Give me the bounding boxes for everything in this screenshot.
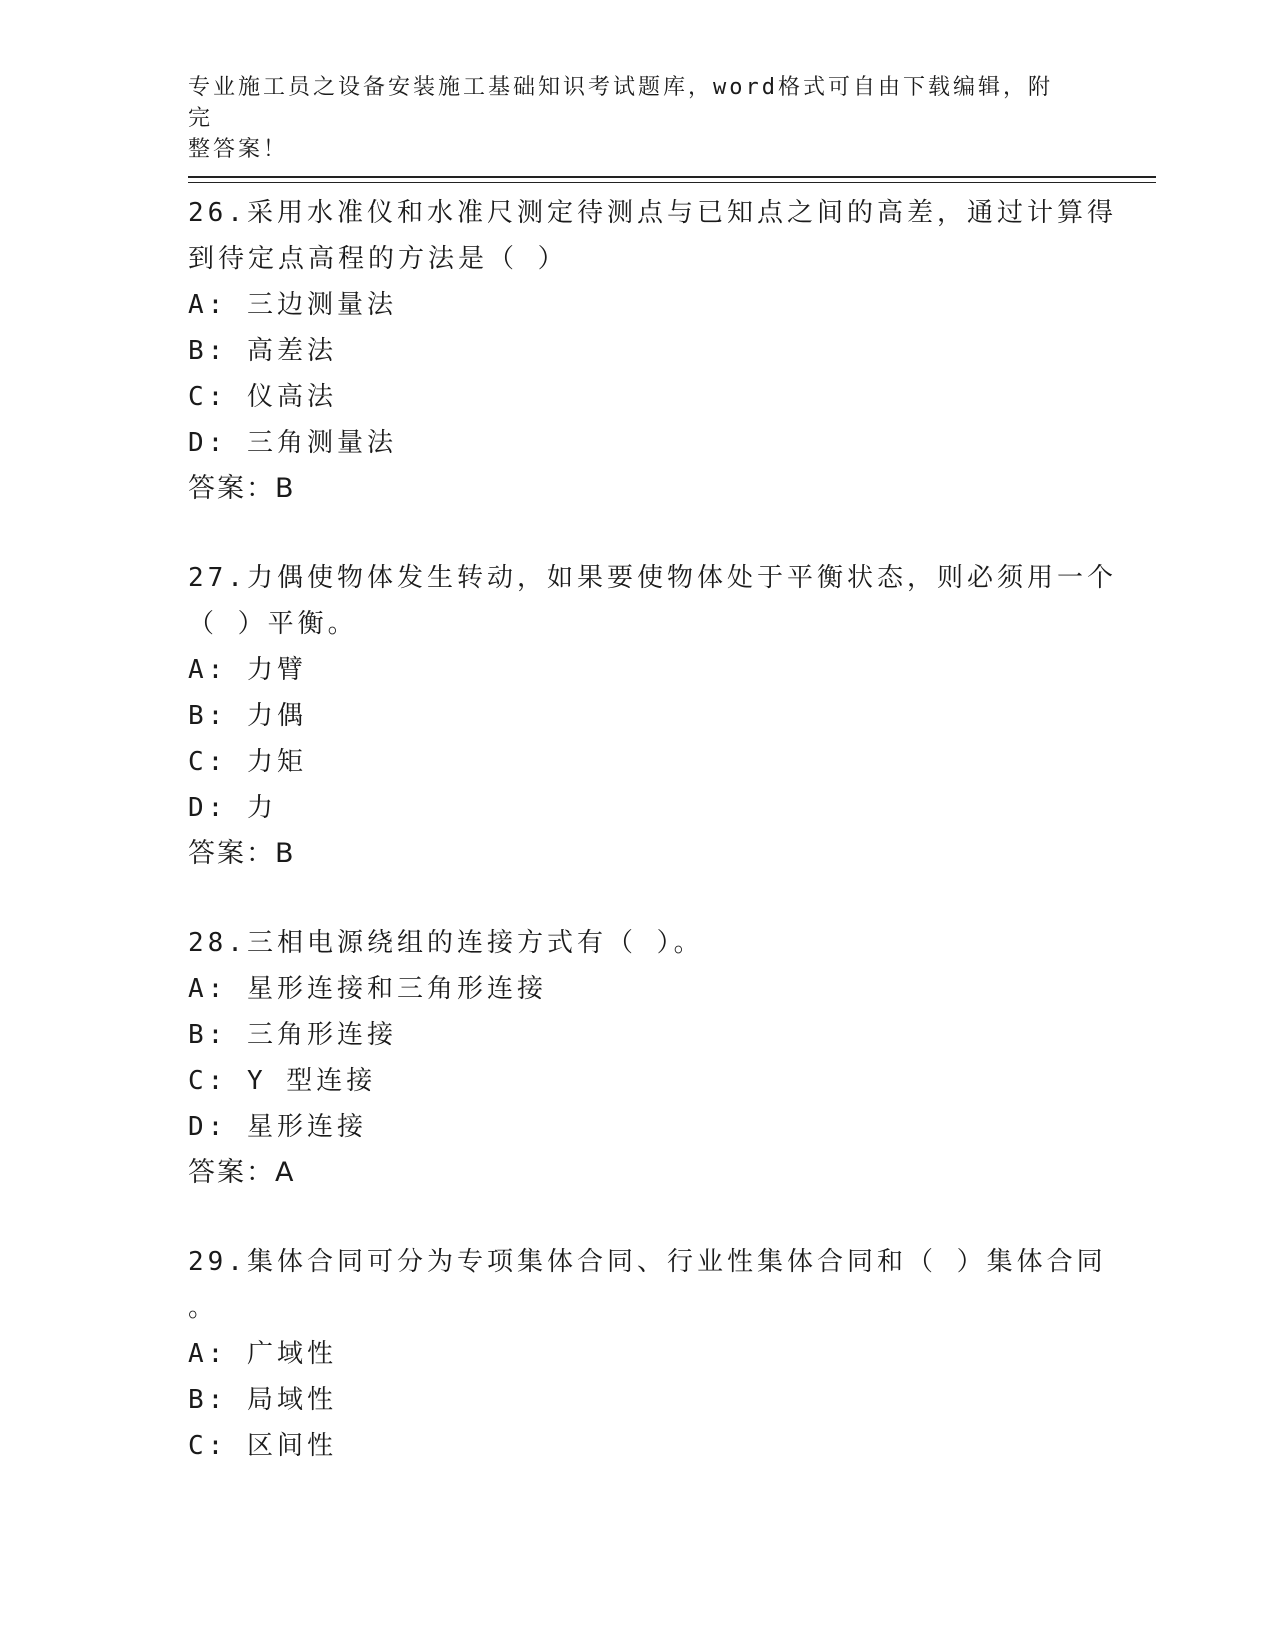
answer-line: 答案：B (188, 473, 296, 504)
stem-line: 26.采用水准仪和水准尺测定待测点与已知点之间的高差，通过计算得 (188, 198, 1117, 228)
stem-line: （ ）平衡。 (188, 609, 358, 639)
option-d: D: 力 (188, 793, 277, 823)
question-stem (188, 555, 1117, 647)
option-d: D: 星形连接 (188, 1112, 367, 1142)
question-26 (188, 190, 1117, 512)
question-27 (188, 555, 1117, 877)
stem-line: 。 (188, 1293, 219, 1323)
header-divider-thick (188, 176, 1156, 178)
question-stem (188, 1239, 1107, 1331)
option-a: A: 广域性 (188, 1339, 337, 1369)
option-b: B: 局域性 (188, 1385, 337, 1415)
option-d: D: 三角测量法 (188, 428, 397, 458)
question-29 (188, 1239, 1107, 1469)
document-header (188, 72, 1068, 165)
header-line-1: 专业施工员之设备安装施工基础知识考试题库，word格式可自由下载编辑，附完 (188, 75, 1053, 131)
option-c: C: Y 型连接 (188, 1066, 377, 1096)
option-b: B: 三角形连接 (188, 1020, 397, 1050)
stem-line: 27.力偶使物体发生转动，如果要使物体处于平衡状态，则必须用一个 (188, 563, 1117, 593)
header-line-2: 整答案！ (188, 137, 289, 162)
header-divider-thin (188, 182, 1156, 183)
stem-line: 到待定点高程的方法是（ ） (188, 244, 568, 274)
question-28 (188, 920, 1088, 1196)
question-stem (188, 190, 1117, 282)
option-b: B: 高差法 (188, 336, 337, 366)
answer-line: 答案：A (188, 1157, 296, 1188)
option-a: A: 星形连接和三角形连接 (188, 974, 547, 1004)
option-a: A: 三边测量法 (188, 290, 397, 320)
stem-line: 29.集体合同可分为专项集体合同、行业性集体合同和（ ）集体合同 (188, 1247, 1107, 1277)
stem-line: 28.三相电源绕组的连接方式有（ ）。 (188, 928, 704, 958)
option-b: B: 力偶 (188, 701, 307, 731)
question-list (188, 190, 1117, 1512)
answer-line: 答案：B (188, 838, 296, 869)
option-a: A: 力臂 (188, 655, 307, 685)
option-c: C: 力矩 (188, 747, 307, 777)
option-c: C: 区间性 (188, 1431, 337, 1461)
option-c: C: 仪高法 (188, 382, 337, 412)
question-stem (188, 920, 1088, 966)
